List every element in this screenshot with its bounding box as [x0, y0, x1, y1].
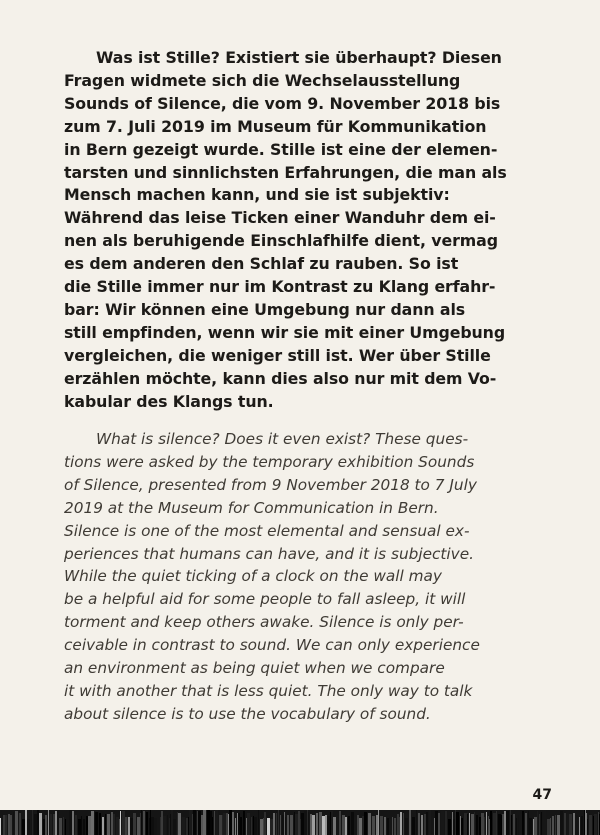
noise-streak	[120, 811, 121, 835]
noise-streak	[127, 817, 128, 835]
noise-streak	[282, 815, 284, 835]
noise-streak	[342, 815, 345, 835]
noise-streak	[362, 816, 364, 835]
noise-streak	[552, 816, 554, 835]
noise-streak	[441, 811, 444, 835]
noise-streak	[518, 815, 519, 835]
german-line: Mensch machen kann, und sie ist subjektiv:	[64, 185, 450, 205]
noise-streak	[264, 812, 266, 835]
noise-streak	[125, 817, 127, 835]
noise-streak	[533, 819, 534, 835]
noise-streak	[364, 812, 367, 835]
german-line: vergleichen, die weniger still ist. Wer über Stille	[64, 345, 491, 365]
noise-streak	[330, 812, 331, 835]
noise-streak	[308, 812, 309, 835]
noise-streak	[316, 813, 318, 835]
noise-streak	[215, 810, 218, 835]
noise-streak	[455, 810, 456, 835]
noise-streak	[276, 813, 277, 835]
noise-streak	[32, 810, 33, 835]
noise-streak	[178, 813, 181, 835]
noise-streak	[273, 813, 275, 835]
noise-streak	[560, 811, 563, 835]
noise-streak	[141, 810, 142, 835]
noise-streak	[579, 817, 580, 835]
noise-streak	[593, 816, 594, 835]
english-line: be a helpful aid for some people to fall asleep, it will	[64, 590, 466, 609]
noise-streak	[182, 817, 185, 835]
noise-streak	[99, 813, 101, 835]
noise-streak	[426, 812, 428, 835]
german-line: kabular des Klangs tun.	[64, 391, 274, 411]
noise-streak	[387, 818, 389, 835]
german-line: zum 7. Juli 2019 im Museum für Kommunikation	[64, 116, 487, 136]
noise-streak	[170, 814, 171, 835]
noise-streak	[246, 818, 247, 835]
noise-streak	[226, 813, 228, 835]
noise-streak	[547, 819, 550, 835]
noise-streak	[481, 813, 484, 835]
noise-streak	[429, 810, 431, 835]
noise-streak	[520, 814, 522, 835]
german-line: Fragen widmete sich die Wechselausstellung	[64, 70, 461, 90]
german-line: in Bern gezeigt wurde. Stille ist eine der elemen-	[64, 139, 498, 159]
noise-streak	[456, 812, 459, 835]
noise-streak	[400, 812, 402, 835]
noise-streak	[319, 812, 322, 835]
english-paragraph	[64, 428, 574, 726]
noise-streak	[496, 811, 497, 835]
noise-streak	[119, 819, 120, 835]
noise-streak	[229, 810, 232, 835]
english-line: about silence is to use the vocabulary of sound.	[64, 704, 431, 723]
noise-streak	[65, 819, 66, 835]
noise-streak	[372, 816, 375, 835]
noise-streak	[529, 818, 532, 835]
noise-streak	[15, 811, 18, 835]
noise-streak	[280, 815, 281, 835]
noise-streak	[598, 812, 599, 835]
noise-streak	[290, 815, 293, 835]
noise-streak	[453, 819, 455, 835]
noise-streak	[586, 813, 587, 835]
noise-streak	[237, 813, 238, 835]
noise-streak	[516, 818, 517, 835]
noise-streak	[53, 814, 55, 835]
noise-streak	[307, 810, 308, 835]
noise-streak	[467, 814, 468, 835]
english-line: torment and keep others awake. Silence is only per-	[64, 613, 464, 632]
noise-streak	[584, 810, 585, 835]
noise-streak	[133, 813, 136, 835]
noise-streak	[72, 811, 74, 835]
noise-streak	[541, 812, 542, 835]
noise-streak	[55, 811, 57, 835]
noise-streak	[235, 818, 236, 835]
noise-streak	[461, 818, 463, 835]
noise-streak	[460, 816, 461, 835]
noise-streak	[569, 814, 572, 835]
noise-streak	[511, 815, 512, 835]
noise-streak	[247, 813, 250, 835]
german-line: Was ist Stille? Existiert sie überhaupt? Diesen	[96, 48, 502, 67]
noise-streak	[486, 812, 487, 835]
noise-streak	[192, 814, 193, 835]
noise-streak	[513, 814, 515, 835]
noise-streak	[107, 814, 110, 835]
noise-streak	[484, 817, 485, 835]
noise-streak	[581, 816, 583, 835]
noise-streak	[294, 812, 295, 835]
noise-streak	[464, 813, 467, 835]
noise-streak	[310, 814, 312, 835]
noise-streak	[50, 814, 52, 835]
noise-streak	[86, 816, 88, 835]
noise-streak	[285, 817, 286, 835]
noise-streak	[589, 815, 592, 835]
noise-streak	[171, 810, 173, 835]
noise-streak	[10, 815, 12, 835]
noise-streak	[585, 810, 586, 835]
noise-streak	[550, 818, 551, 835]
noise-streak	[122, 811, 125, 835]
noise-streak	[146, 812, 148, 835]
noise-streak	[339, 811, 341, 835]
english-line: Silence is one of the most elemental and sensual ex-	[64, 521, 470, 540]
noise-streak	[254, 817, 257, 835]
noise-streak	[111, 812, 113, 835]
noise-streak	[43, 819, 45, 835]
noise-streak	[0, 818, 1, 835]
noise-streak	[354, 817, 356, 835]
noise-streak	[39, 813, 42, 835]
english-line: tions were asked by the temporary exhibition Sounds	[64, 452, 475, 471]
noise-streak	[416, 810, 417, 835]
noise-streak	[260, 819, 263, 835]
noise-streak	[197, 811, 198, 835]
noise-streak	[214, 811, 215, 835]
noise-streak	[539, 814, 540, 835]
noise-streak	[13, 812, 14, 835]
german-line: es dem anderen den Schlaf zu rauben. So ist	[64, 254, 459, 274]
noise-streak	[405, 818, 408, 835]
noise-streak	[88, 816, 91, 835]
noise-streak	[394, 818, 396, 835]
noise-streak	[504, 811, 506, 835]
noise-streak	[384, 817, 386, 835]
noise-streak	[389, 819, 392, 835]
noise-streak	[19, 813, 21, 835]
noise-streak	[37, 810, 39, 835]
noise-streak	[212, 817, 213, 835]
noise-streak	[243, 811, 245, 835]
noise-streak	[63, 817, 64, 835]
english-line: periences that humans can have, and it is subjective.	[64, 544, 474, 563]
english-line: What is silence? Does it even exist? These ques-	[96, 430, 469, 448]
noise-streak	[300, 819, 301, 835]
noise-streak	[66, 818, 69, 835]
noise-streak	[438, 813, 440, 835]
noise-streak	[403, 813, 404, 835]
english-line: 2019 at the Museum for Communication in Bern.	[64, 498, 439, 517]
noise-streak	[81, 816, 82, 835]
page-number: 47	[532, 787, 552, 803]
noise-streak	[409, 810, 411, 835]
noise-streak	[128, 817, 130, 835]
noise-streak	[295, 814, 298, 835]
german-line: still empfinden, wenn wir sie mit einer Umgebung	[64, 322, 506, 342]
english-line: While the quiet ticking of a clock on the wall may	[64, 567, 442, 586]
noise-streak	[267, 818, 270, 835]
noise-streak	[490, 811, 492, 835]
noise-streak	[34, 814, 37, 835]
noise-streak	[207, 810, 210, 835]
noise-streak	[359, 818, 362, 835]
noise-streak	[263, 818, 264, 835]
noise-streak	[476, 815, 478, 835]
noise-streak	[25, 810, 27, 835]
german-line: erzählen möchte, kann dies also nur mit dem Vo-	[64, 368, 497, 388]
noise-streak	[555, 815, 556, 835]
noise-streak	[399, 817, 400, 835]
noise-streak	[188, 817, 189, 835]
german-line: Sounds of Silence, die vom 9. November 2018 bis	[64, 93, 501, 113]
noise-streak	[488, 816, 489, 835]
noise-streak	[240, 817, 242, 835]
noise-streak	[169, 818, 170, 835]
noise-texture-graphic	[0, 810, 600, 835]
english-line: ceivable in contrast to sound. We can only experience	[64, 636, 480, 655]
noise-streak	[160, 817, 161, 835]
noise-streak	[298, 811, 300, 835]
noise-streak	[587, 819, 588, 835]
noise-streak	[78, 819, 81, 835]
noise-streak	[336, 816, 338, 835]
noise-streak	[149, 818, 150, 835]
noise-streak	[232, 812, 234, 835]
noise-streak	[1, 817, 2, 835]
noise-streak	[301, 813, 304, 835]
noise-streak	[351, 812, 354, 835]
noise-streak	[167, 815, 168, 835]
noise-streak	[116, 817, 119, 835]
noise-streak	[424, 814, 426, 835]
noise-streak	[253, 816, 254, 835]
noise-streak	[223, 813, 226, 835]
noise-streak	[140, 813, 141, 835]
noise-streak	[251, 817, 252, 835]
german-paragraph	[64, 47, 564, 414]
noise-streak	[525, 813, 527, 835]
noise-streak	[537, 811, 538, 835]
noise-streak	[278, 810, 279, 835]
noise-streak	[75, 815, 77, 835]
noise-streak	[137, 817, 140, 835]
noise-streak	[501, 815, 502, 835]
noise-streak	[130, 818, 133, 835]
noise-streak	[312, 815, 315, 835]
noise-streak	[189, 810, 192, 835]
noise-streak	[270, 819, 273, 835]
noise-streak	[151, 817, 154, 835]
noise-streak	[348, 816, 350, 835]
noise-streak	[575, 815, 578, 835]
noise-streak	[31, 818, 32, 835]
noise-streak	[376, 815, 378, 835]
noise-streak	[45, 815, 47, 835]
noise-streak	[522, 811, 524, 835]
noise-streak	[222, 815, 223, 835]
english-line: it with another that is less quiet. The only way to talk	[64, 681, 473, 700]
english-line: of Silence, presented from 9 November 2018 to 7 July	[64, 475, 477, 494]
noise-streak	[380, 816, 383, 835]
noise-streak	[567, 814, 569, 835]
noise-streak	[210, 811, 212, 835]
noise-streak	[95, 812, 96, 835]
noise-streak	[186, 818, 188, 835]
noise-streak	[177, 812, 178, 835]
noise-streak	[345, 817, 347, 835]
german-line: nen als beruhigende Einschlafhilfe dient, vermag	[64, 231, 498, 251]
noise-streak	[69, 810, 72, 835]
noise-streak	[543, 810, 546, 835]
german-line: bar: Wir können eine Umgebung nur dann als	[64, 299, 466, 319]
noise-streak	[378, 810, 379, 835]
noise-streak	[528, 811, 529, 835]
noise-streak	[258, 810, 259, 835]
noise-streak	[435, 811, 438, 835]
noise-streak	[57, 810, 59, 835]
noise-streak	[325, 815, 327, 835]
noise-streak	[173, 819, 176, 835]
noise-streak	[3, 815, 5, 835]
noise-streak	[448, 819, 451, 835]
noise-streak	[498, 814, 501, 835]
noise-streak	[418, 813, 420, 835]
noise-streak	[506, 811, 509, 835]
noise-streak	[474, 812, 475, 835]
noise-streak	[594, 814, 597, 835]
noise-streak	[198, 811, 201, 835]
noise-streak	[333, 817, 336, 835]
noise-streak	[304, 811, 307, 835]
noise-streak	[502, 814, 504, 835]
noise-streak	[445, 811, 447, 835]
noise-streak	[83, 819, 85, 835]
noise-streak	[489, 819, 490, 835]
english-line: an environment as being quiet when we compare	[64, 659, 445, 678]
noise-streak	[91, 811, 94, 835]
noise-streak	[431, 812, 433, 835]
noise-streak	[22, 819, 25, 835]
noise-streak	[48, 810, 49, 835]
noise-streak	[392, 817, 393, 835]
noise-streak	[284, 812, 285, 835]
noise-streak	[219, 815, 222, 835]
noise-streak	[193, 810, 196, 835]
noise-streak	[5, 815, 7, 835]
noise-streak	[412, 817, 415, 835]
noise-streak	[434, 818, 435, 835]
noise-streak	[564, 813, 566, 835]
noise-streak	[150, 810, 151, 835]
noise-streak	[421, 815, 423, 835]
german-line: Während das leise Ticken einer Wanduhr dem ei-	[64, 208, 496, 228]
noise-streak	[493, 813, 496, 835]
noise-streak	[322, 816, 325, 835]
noise-streak	[327, 816, 330, 835]
noise-streak	[534, 817, 537, 835]
german-line: die Stille immer nur im Kontrast zu Klang erfahr-	[64, 277, 496, 297]
noise-streak	[510, 810, 511, 835]
noise-streak	[469, 813, 470, 835]
noise-streak	[8, 814, 10, 835]
noise-streak	[161, 811, 163, 835]
noise-streak	[59, 818, 62, 835]
noise-streak	[479, 817, 481, 835]
noise-streak	[471, 814, 474, 835]
noise-streak	[201, 815, 203, 835]
noise-streak	[96, 812, 98, 835]
noise-texture-strip	[0, 810, 600, 835]
noise-streak	[113, 814, 115, 835]
noise-streak	[557, 815, 560, 835]
noise-streak	[105, 814, 106, 835]
noise-streak	[157, 814, 160, 835]
noise-streak	[368, 813, 371, 835]
noise-streak	[154, 818, 157, 835]
noise-streak	[452, 812, 453, 835]
noise-streak	[357, 815, 359, 835]
noise-streak	[163, 816, 166, 835]
noise-streak	[27, 819, 30, 835]
noise-streak	[287, 815, 289, 835]
german-line: tarsten und sinnlichsten Erfahrungen, die man als	[64, 162, 507, 182]
noise-streak	[228, 814, 229, 835]
noise-streak	[331, 811, 333, 835]
noise-streak	[203, 810, 206, 835]
noise-streak	[143, 811, 145, 835]
noise-streak	[238, 813, 240, 835]
noise-streak	[397, 814, 399, 835]
noise-streak	[573, 813, 575, 835]
noise-streak	[102, 817, 104, 835]
